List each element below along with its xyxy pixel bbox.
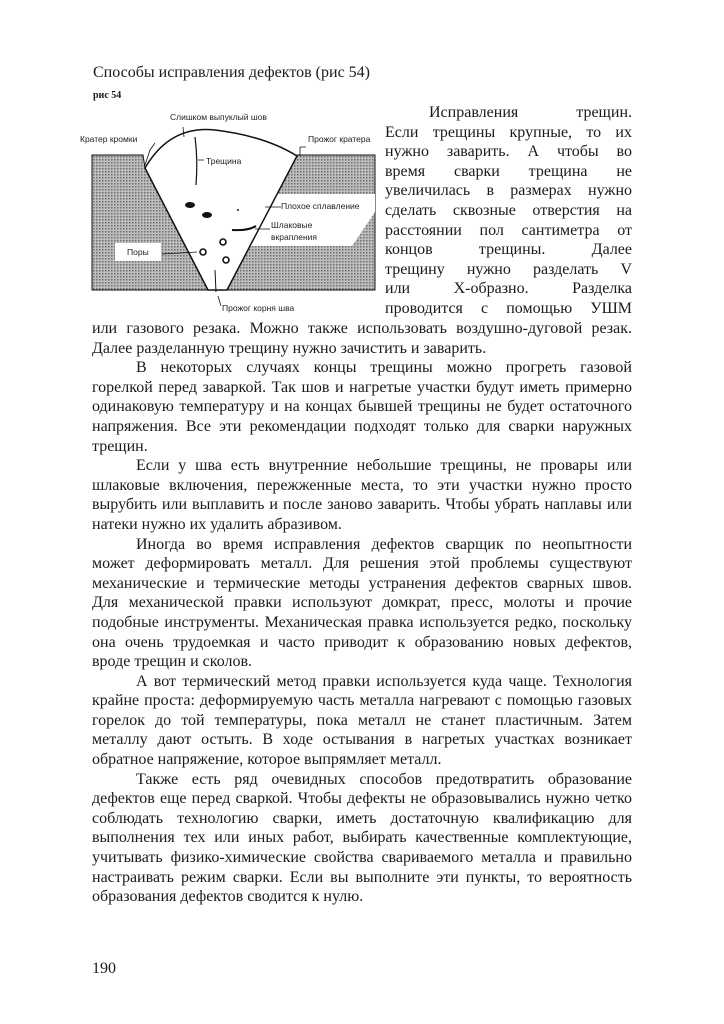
- text-line: увеличилась в размерах нужно: [385, 182, 632, 200]
- text-line: напряжения. Все эти рекомендации подходят только для сварки наружных: [92, 417, 632, 435]
- text-line: подобные инструменты. Механическая правка используется редко, поскольку: [92, 613, 632, 631]
- weld-defects-figure: [80, 100, 380, 315]
- figure-caption: рис 54: [93, 90, 122, 101]
- text-line: А вот термический метод правки используется куда чаще. Технология: [136, 672, 632, 690]
- text-line: обратное напряжение, которое выпрямляет металл.: [92, 751, 442, 769]
- text-line: вроде трещин и сколов.: [92, 653, 253, 671]
- text-line: В некоторых случаях концы трещины можно прогреть газовой: [136, 359, 632, 377]
- text-line: Исправления трещин.: [429, 104, 632, 121]
- text-line: горелок до той температуры, пока металл не станет пластичным. Затем: [92, 711, 632, 729]
- label-crack: Трещина: [206, 156, 242, 166]
- text-line: Также есть ряд очевидных способов предотвратить образование: [136, 770, 632, 788]
- text-line: натеки нужно их удалить абразивом.: [92, 515, 342, 533]
- text-line: учитывать физико-химические свойства свариваемого металла и правильно: [92, 849, 632, 867]
- text-line: образования дефектов сводится к нулю.: [92, 888, 364, 906]
- page-number: 190: [92, 960, 116, 977]
- label-crater-burn: Прожог кратера: [308, 134, 371, 144]
- text-line: Для механической правки используют домкрат, пресс, молоты и прочие: [92, 594, 632, 612]
- text-line: вырубить или выплавить и после заново заварить. Чтобы убрать наплавы или: [92, 496, 632, 514]
- right-column-text: [385, 103, 632, 319]
- label-edge-crater: Кратер кромки: [80, 134, 138, 144]
- inclusion: [185, 202, 195, 208]
- text-line: сделать сквозные отверстия на: [385, 201, 632, 219]
- text-line: крайне проста: деформируемую часть металла нагревают с помощью газовых: [92, 692, 632, 710]
- paragraph: [92, 456, 632, 534]
- text-line: механические и термические методы устранения дефектов сварных швов.: [92, 574, 632, 592]
- paragraph: [92, 535, 632, 672]
- label-root-burn: Прожог корня шва: [222, 303, 295, 313]
- label-slag-1: Шлаковые: [271, 220, 313, 230]
- inclusion: [202, 212, 212, 218]
- text-line: может деформировать металл. Для решения этой проблемы существуют: [92, 555, 632, 573]
- text-line: настраивать режим сварки. Если вы выполните эти пункты, то вероятность: [92, 868, 632, 886]
- text-line: расстоянии пол сантиметра от: [385, 221, 632, 239]
- text-line: металлу дают остыть. В ходе остывания в нагретых участках возникает: [92, 731, 632, 749]
- text-line: она очень трудоемкая и часто приводит к образованию новых дефектов,: [92, 633, 632, 651]
- paragraph: [92, 672, 632, 770]
- text-line: одинаковую температуру и на концах бывшей трещины не будет остаточного: [92, 398, 632, 416]
- section-title: Способы исправления дефектов (рис 54): [93, 64, 370, 81]
- text-line: Иногда во время исправления дефектов сварщик по неопытности: [136, 535, 632, 553]
- text-line: трещин.: [92, 437, 148, 455]
- text-line: шлаковые включения, пережженные места, то эти участки нужно просто: [92, 476, 632, 494]
- label-convex-weld: Слишком выпуклый шов: [170, 112, 267, 122]
- paragraph: [92, 358, 632, 456]
- label-slag-2: вкрапления: [271, 232, 318, 242]
- label-pores: Поры: [127, 247, 149, 257]
- text-line: соблюдать технологию сварки, иметь достаточную квалификацию для: [92, 809, 632, 827]
- text-line: дефектов еще перед сваркой. Чтобы дефекты не образовывались нужно четко: [92, 790, 632, 808]
- label-poor-fusion: Плохое сплавление: [281, 201, 360, 211]
- paragraph: [92, 319, 632, 358]
- text-line: проводится с помощью УШМ: [385, 299, 632, 317]
- text-line: нужно заварить. А чтобы во: [385, 143, 632, 161]
- text-line: трещину нужно разделать V: [385, 260, 632, 278]
- text-line: горелкой перед заваркой. Так шов и нагретые участки будут иметь примерно: [92, 378, 632, 396]
- text-line: Если у шва есть внутренние небольшие трещины, не провары или: [136, 457, 632, 475]
- text-line: или газового резака. Можно также использовать воздушно-дуговой резак.: [92, 320, 632, 337]
- text-line: выполнения тех или иных работ, выбирать качественные комплектующие,: [92, 829, 632, 847]
- text-line: время сварки трещина не: [385, 162, 632, 180]
- main-text: [92, 319, 632, 907]
- inclusion: [237, 209, 239, 211]
- text-line: Если трещины крупные, то их: [385, 123, 632, 141]
- text-line: Далее разделанную трещину нужно зачистить и заварить.: [92, 339, 487, 357]
- paragraph: [92, 770, 632, 907]
- text-line: или Х-образно. Разделка: [385, 280, 632, 298]
- text-line: концов трещины. Далее: [385, 241, 632, 259]
